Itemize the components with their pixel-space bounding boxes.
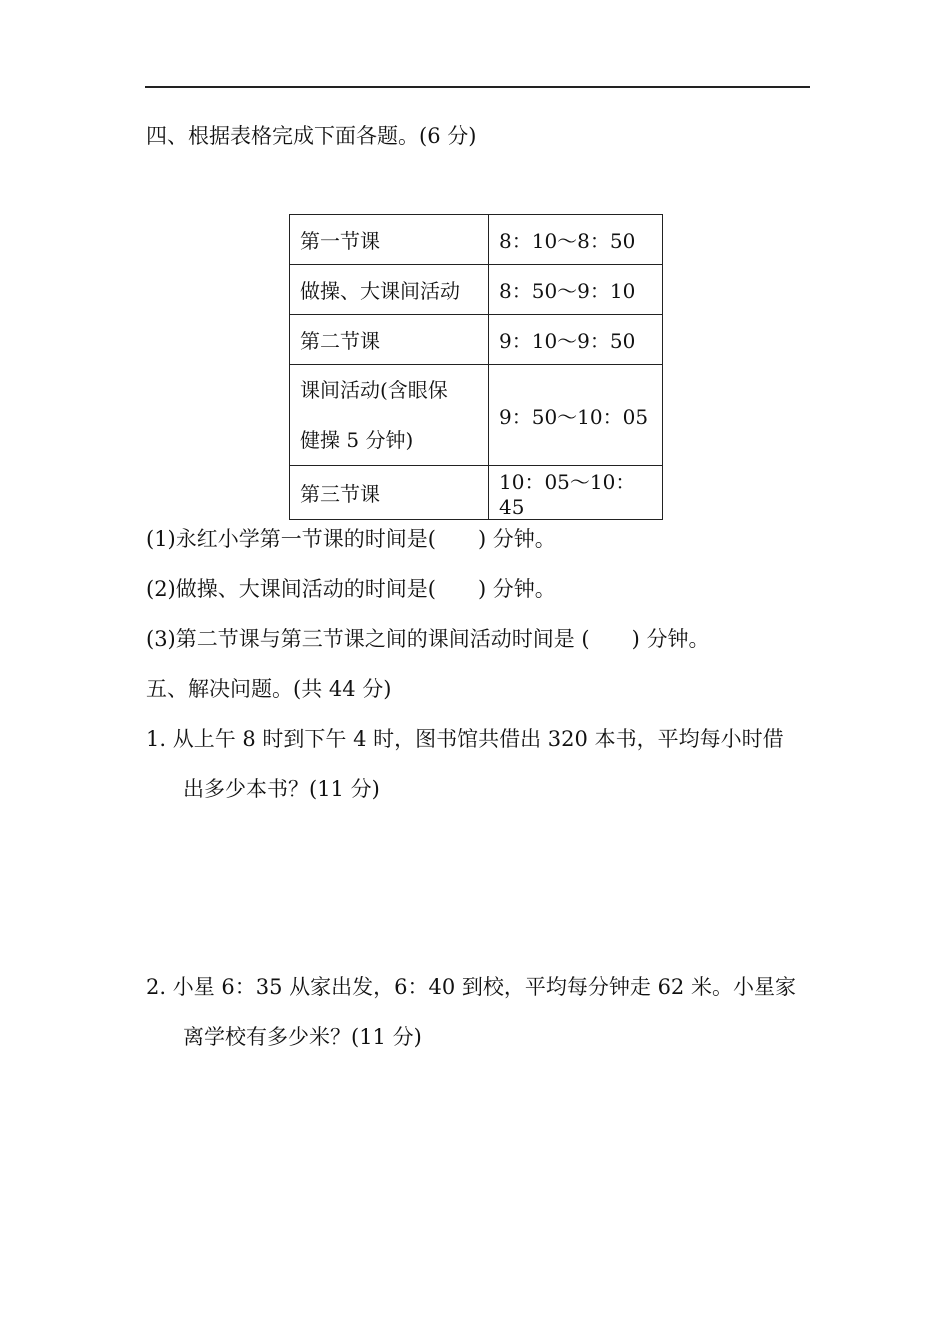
activity-line: 健操 5 分钟) <box>300 428 414 452</box>
activity-cell: 第三节课 <box>290 466 489 520</box>
activity-cell: 第一节课 <box>290 215 489 265</box>
time-cell: 10：05～10：45 <box>489 466 663 520</box>
section-5-heading: 五、解决问题。(共 44 分) <box>146 677 392 701</box>
activity-line: 课间活动(含眼保 <box>300 378 448 402</box>
table-row <box>290 315 663 365</box>
time-cell: 8：50～9：10 <box>489 265 663 315</box>
schedule-table <box>289 214 663 520</box>
header-rule <box>145 86 810 88</box>
problem-2-line-2: 离学校有多少米？(11 分) <box>183 1025 422 1049</box>
problem-2-line-1: 2. 小星 6：35 从家出发，6：40 到校，平均每分钟走 62 米。小星家 <box>146 975 796 999</box>
activity-cell: 做操、大课间活动 <box>290 265 489 315</box>
table-row <box>290 215 663 265</box>
problem-1-line-1: 1. 从上午 8 时到下午 4 时，图书馆共借出 320 本书，平均每小时借 <box>146 727 784 751</box>
time-cell: 9：50～10：05 <box>489 365 663 466</box>
problem-1-line-2: 出多少本书？(11 分) <box>183 777 380 801</box>
time-cell: 9：10～9：50 <box>489 315 663 365</box>
section-4-heading: 四、根据表格完成下面各题。(6 分) <box>146 124 477 148</box>
activity-cell <box>290 365 489 466</box>
table-row <box>290 365 663 466</box>
time-cell: 8：10～8：50 <box>489 215 663 265</box>
question-2: (2)做操、大课间活动的时间是( ) 分钟。 <box>146 577 556 601</box>
table-row <box>290 466 663 520</box>
table-row <box>290 265 663 315</box>
activity-cell: 第二节课 <box>290 315 489 365</box>
question-3: (3)第二节课与第三节课之间的课间活动时间是 ( ) 分钟。 <box>146 627 710 651</box>
question-1: (1)永红小学第一节课的时间是( ) 分钟。 <box>146 527 556 551</box>
